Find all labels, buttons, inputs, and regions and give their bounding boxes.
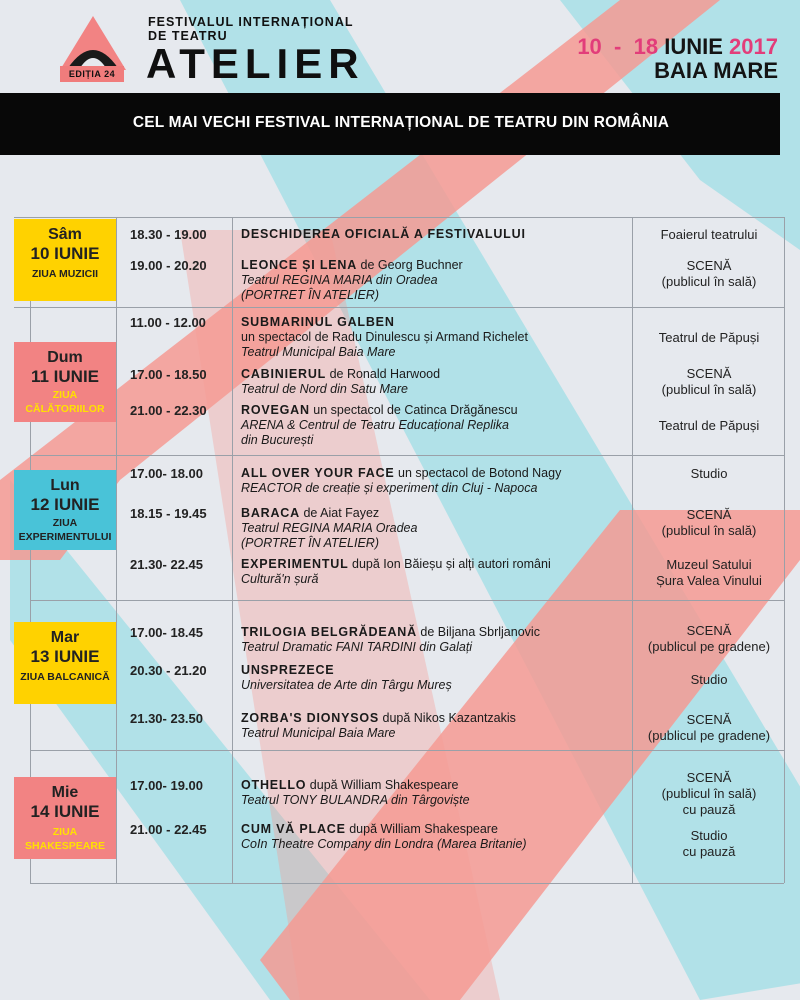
event-time: 17.00 - 18.50 bbox=[130, 367, 207, 382]
day-label-sun: Dum 11 IUNIE ZIUA CĂLĂTORIILOR bbox=[14, 342, 116, 422]
event-details: ROVEGAN un spectacol de Catinca Drăgănescu ARENA & Centrul de Teatru Educațional Replika din București bbox=[241, 403, 518, 447]
event-time: 17.00- 18.45 bbox=[130, 625, 204, 640]
event-details: EXPERIMENTUL după Ion Băieșu și alți autori români Cultură'n șură bbox=[241, 557, 551, 586]
event-venue: SCENĂ (publicul în sală) bbox=[661, 258, 757, 289]
day-label-sat: Sâm 10 IUNIE ZIUA MUZICII bbox=[14, 219, 116, 301]
event-details: BARACA de Aiat Fayez Teatrul REGINA MARIA Oradea (PORTRET ÎN ATELIER) bbox=[241, 506, 418, 550]
event-details: CUM VĂ PLACE după William Shakespeare CoIn Theatre Company din Londra (Marea Britanie) bbox=[241, 822, 527, 851]
event-venue: SCENĂ (publicul în sală) cu pauză bbox=[661, 770, 757, 817]
festival-city: BAIA MARE bbox=[654, 58, 778, 83]
event-venue: Teatrul de Păpuși bbox=[658, 418, 760, 433]
festival-name: ATELIER bbox=[146, 40, 365, 87]
event-details: TRILOGIA BELGRĂDEANĂ de Biljana Sbrljanovic Teatrul Dramatic FANI TARDINI din Galați bbox=[241, 625, 540, 654]
day-theme: ZIUA EXPERIMENTULUI bbox=[18, 517, 112, 543]
day-theme: ZIUA SHAKESPEARE bbox=[25, 826, 105, 852]
event-time: 21.00 - 22.30 bbox=[130, 403, 207, 418]
festival-line-2: DE TEATRU bbox=[148, 29, 228, 43]
event-details: OTHELLO după William Shakespeare Teatrul TONY BULANDRA din Târgoviște bbox=[241, 778, 470, 807]
event-venue: Foaierul teatrului bbox=[660, 227, 758, 242]
event-time: 18.15 - 19.45 bbox=[130, 506, 207, 521]
event-details: ZORBA'S DIONYSOS după Nikos Kazantzakis Teatrul Municipal Baia Mare bbox=[241, 711, 516, 740]
event-venue: Studio bbox=[690, 672, 728, 687]
event-time: 20.30 - 21.20 bbox=[130, 663, 207, 678]
festival-line-1: FESTIVALUL INTERNAȚIONAL bbox=[148, 15, 354, 29]
event-time: 19.00 - 20.20 bbox=[130, 258, 207, 273]
day-label-wed: Mie 14 IUNIE ZIUA SHAKESPEARE bbox=[14, 777, 116, 859]
event-details: DESCHIDEREA OFICIALĂ A FESTIVALULUI bbox=[241, 227, 526, 241]
day-theme: ZIUA BALCANICĂ bbox=[20, 671, 110, 683]
event-venue: SCENĂ (publicul în sală) bbox=[661, 507, 757, 538]
event-details: CABINIERUL de Ronald Harwood Teatrul de Nord din Satu Mare bbox=[241, 367, 441, 396]
event-time: 21.00 - 22.45 bbox=[130, 822, 207, 837]
event-time: 11.00 - 12.00 bbox=[130, 315, 206, 330]
event-venue: Studio cu pauză bbox=[682, 828, 736, 859]
event-venue: Muzeul Satului Șura Valea Vinului bbox=[656, 557, 762, 588]
event-venue: SCENĂ (publicul în sală) bbox=[661, 366, 757, 397]
tagline-text: CEL MAI VECHI FESTIVAL INTERNAȚIONAL DE TEATRU DIN ROMÂNIA bbox=[132, 114, 670, 131]
event-details: ALL OVER YOUR FACE un spectacol de Botond Nagy REACTOR de creație și experiment din Cluj - Napoca bbox=[241, 466, 562, 495]
event-venue: Studio bbox=[690, 466, 728, 481]
event-details: SUBMARINUL GALBEN un spectacol de Radu Dinulescu și Armand Richelet Teatrul Municipal Baia Mare bbox=[241, 315, 528, 359]
event-venue: SCENĂ (publicul pe gradene) bbox=[647, 712, 771, 743]
event-details: UNSPREZECE Universitatea de Arte din Târgu Mureș bbox=[241, 663, 452, 692]
day-label-tue: Mar 13 IUNIE ZIUA BALCANICĂ bbox=[14, 622, 116, 704]
event-venue: SCENĂ (publicul pe gradene) bbox=[647, 623, 771, 654]
event-time: 17.00- 19.00 bbox=[130, 778, 204, 793]
event-time: 21.30- 23.50 bbox=[130, 711, 204, 726]
event-details: LEONCE ȘI LENA de Georg Buchner Teatrul REGINA MARIA din Oradea (PORTRET ÎN ATELIER) bbox=[241, 258, 463, 302]
tagline-banner bbox=[0, 93, 780, 155]
event-venue: Teatrul de Păpuși bbox=[658, 330, 760, 345]
event-time: 17.00- 18.00 bbox=[130, 466, 204, 481]
festival-dates: 10 - 18 IUNIE 2017 bbox=[577, 34, 778, 59]
event-time: 21.30- 22.45 bbox=[130, 557, 204, 572]
day-theme: ZIUA CĂLĂTORIILOR bbox=[25, 389, 105, 415]
day-theme: ZIUA MUZICII bbox=[31, 268, 99, 280]
event-time: 18.30 - 19.00 bbox=[130, 227, 207, 242]
day-label-mon: Lun 12 IUNIE ZIUA EXPERIMENTULUI bbox=[14, 470, 116, 550]
edition-badge: EDIȚIA 24 bbox=[60, 66, 124, 82]
